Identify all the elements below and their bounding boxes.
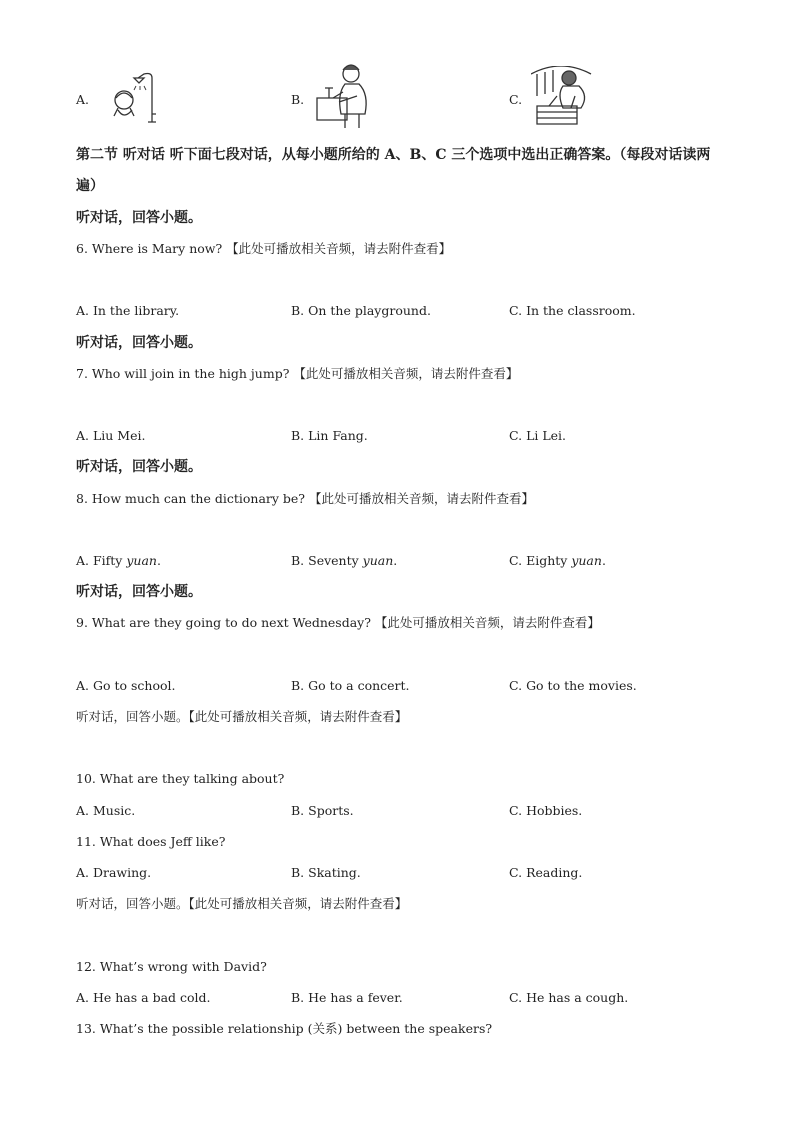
question-text: 8. How much can the dictionary be? <box>76 491 306 506</box>
option-10b[interactable]: B. Sports. <box>291 803 354 818</box>
question-11: 11. What does Jeff like? <box>76 834 226 849</box>
option-7c[interactable]: C. Li Lei. <box>509 428 567 443</box>
option-9a[interactable]: A. Go to school. <box>76 678 176 693</box>
option-7b[interactable]: B. Lin Fang. <box>291 428 368 443</box>
option-11c[interactable]: C. Reading. <box>509 865 583 880</box>
question-text: 9. What are they going to do next Wednesday? <box>76 615 371 630</box>
listen-prompt: 听对话，回答小题。 <box>76 584 202 600</box>
audio-note[interactable]: 【此处可播放相关音频，请去附件查看】 <box>226 241 452 256</box>
question-text: 6. Where is Mary now? <box>76 241 223 256</box>
folding-clothes-person-icon <box>531 66 603 132</box>
unit-text: yuan <box>571 553 602 568</box>
option-10a[interactable]: A. Music. <box>76 803 136 818</box>
option-7a[interactable]: A. Liu Mei. <box>76 428 146 443</box>
group-prompt: 听对话，回答小题。【此处可播放相关音频，请去附件查看】 <box>76 896 408 911</box>
option-6c[interactable]: C. In the classroom. <box>509 303 636 318</box>
audio-note[interactable]: 【此处可播放相关音频，请去附件查看】 <box>293 366 519 381</box>
question-12: 12. What’s wrong with David? <box>76 959 267 974</box>
period: . <box>156 553 161 568</box>
listen-prompt: 听对话，回答小题。 <box>76 210 202 226</box>
option-text: A. Fifty <box>76 553 127 568</box>
option-text: B. Seventy <box>291 553 363 568</box>
question-9 <box>76 615 600 631</box>
option-9c[interactable]: C. Go to the movies. <box>509 678 637 693</box>
period: . <box>393 553 398 568</box>
washing-hands-person-icon <box>313 62 379 134</box>
option-11a[interactable]: A. Drawing. <box>76 865 152 880</box>
option-10c[interactable]: C. Hobbies. <box>509 803 583 818</box>
audio-note[interactable]: 【此处可播放相关音频，请去附件查看】 <box>374 615 600 630</box>
option-8a[interactable] <box>76 553 161 569</box>
option-12a[interactable]: A. He has a bad cold. <box>76 990 211 1005</box>
question-6 <box>76 241 451 257</box>
unit-text: yuan <box>126 553 157 568</box>
option-9b[interactable]: B. Go to a concert. <box>291 678 410 693</box>
unit-text: yuan <box>362 553 394 568</box>
question-7 <box>76 366 518 382</box>
question-13: 13. What’s the possible relationship (关系) between the speakers? <box>76 1021 493 1036</box>
option-11b[interactable]: B. Skating. <box>291 865 361 880</box>
listen-prompt: 听对话，回答小题。 <box>76 459 202 475</box>
question-8 <box>76 491 534 507</box>
audio-note[interactable]: 【此处可播放相关音频，请去附件查看】 <box>309 491 535 506</box>
option-12c[interactable]: C. He has a cough. <box>509 990 629 1005</box>
section-heading: 第二节 听对话 听下面七段对话，从每小题所给的 A、B、C 三个选项中选出正确答案。（每段对话读两遍） <box>76 147 711 194</box>
option-label: A. <box>76 92 90 107</box>
option-label: C. <box>509 92 523 107</box>
question-10: 10. What are they talking about? <box>76 771 285 786</box>
option-8c[interactable] <box>509 553 606 569</box>
listen-prompt: 听对话，回答小题。 <box>76 335 202 351</box>
option-8b[interactable] <box>291 553 397 569</box>
option-label: B. <box>291 92 305 107</box>
group-prompt: 听对话，回答小题。【此处可播放相关音频，请去附件查看】 <box>76 709 408 724</box>
option-6a[interactable]: A. In the library. <box>76 303 180 318</box>
option-text: C. Eighty <box>509 553 572 568</box>
option-6b[interactable]: B. On the playground. <box>291 303 431 318</box>
period: . <box>601 553 606 568</box>
question-text: 7. Who will join in the high jump? <box>76 366 290 381</box>
shower-person-icon <box>104 70 168 132</box>
option-12b[interactable]: B. He has a fever. <box>291 990 403 1005</box>
